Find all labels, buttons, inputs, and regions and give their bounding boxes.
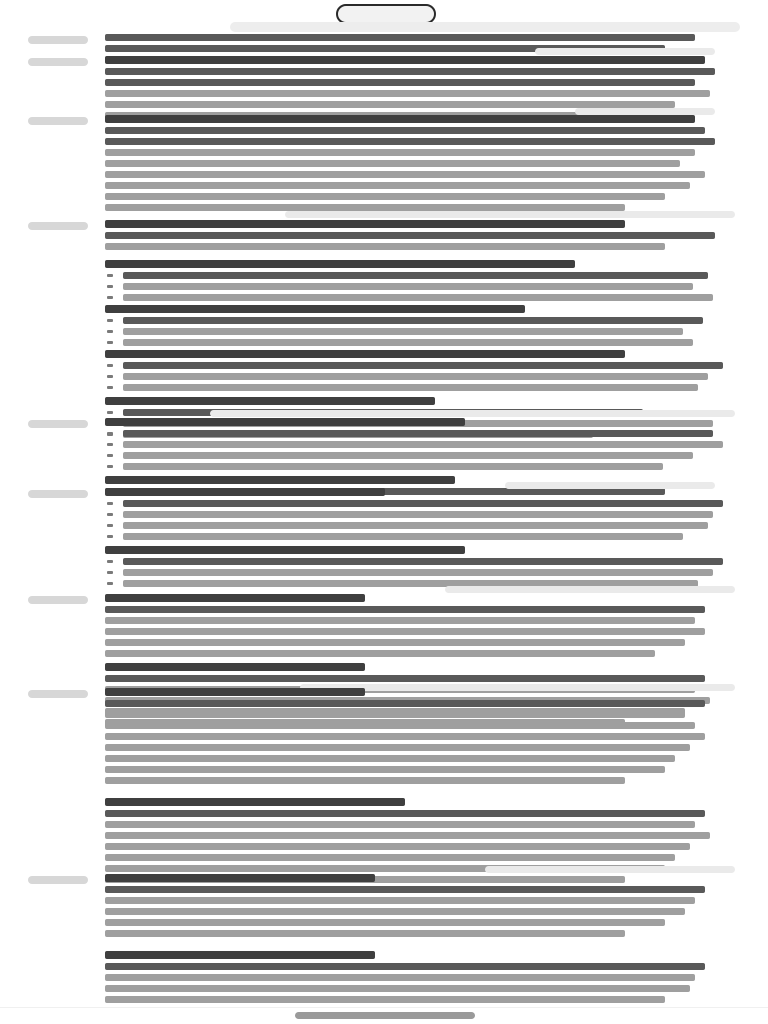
speaker-label	[28, 117, 88, 125]
speaker-label	[28, 58, 88, 66]
message-meta	[535, 48, 715, 55]
top-pill	[336, 4, 436, 24]
speaker-label	[28, 596, 88, 604]
message-meta	[285, 211, 735, 218]
header-line	[230, 22, 740, 32]
message-block	[105, 488, 715, 591]
message-meta	[575, 108, 715, 115]
footer	[0, 1007, 768, 1024]
message-meta	[210, 410, 735, 417]
speaker-label	[28, 420, 88, 428]
message-meta	[485, 866, 735, 873]
message-block	[105, 874, 715, 1018]
speaker-label	[28, 222, 88, 230]
message-block	[105, 688, 715, 887]
message-block	[105, 220, 715, 442]
speaker-label	[28, 876, 88, 884]
footer-mark	[295, 1012, 475, 1019]
message-meta	[445, 586, 735, 593]
speaker-label	[28, 36, 88, 44]
message-block	[105, 115, 715, 215]
speaker-label	[28, 690, 88, 698]
speaker-label	[28, 490, 88, 498]
